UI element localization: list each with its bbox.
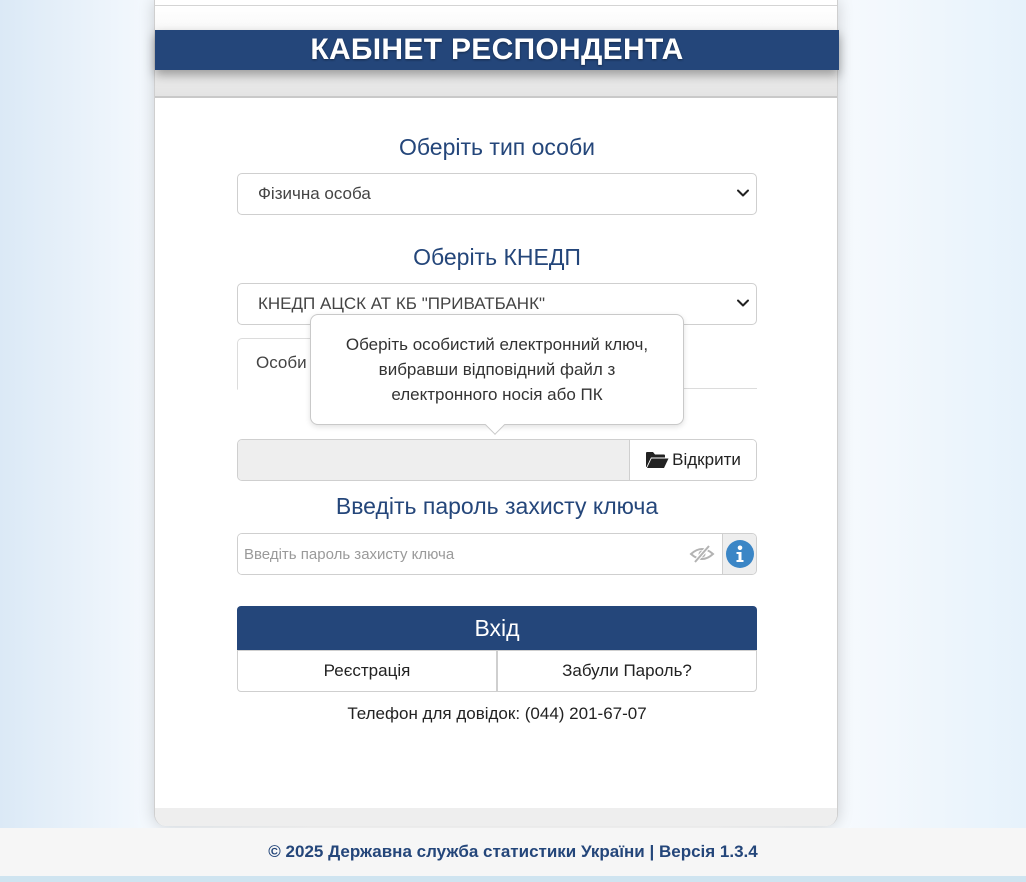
title-bar	[155, 30, 839, 70]
person-type-select[interactable]	[237, 173, 757, 215]
page-title: КАБІНЕТ РЕСПОНДЕНТА	[310, 33, 684, 66]
tab-personal-key-label: Особи	[256, 353, 307, 372]
key-hint-tooltip	[310, 314, 684, 425]
register-button[interactable]: Реєстрація	[237, 650, 497, 692]
top-divider	[155, 5, 837, 6]
chevron-down-icon	[736, 296, 750, 310]
footer	[0, 828, 1026, 876]
person-type-value: Фізична особа	[258, 184, 371, 203]
tooltip-text: Оберіть особистий електронний ключ, вибравши відповідний файл з електронного носія або ПК	[345, 335, 649, 404]
card-bottom-band	[155, 808, 837, 826]
key-file-input[interactable]	[238, 440, 630, 480]
key-file-group	[237, 439, 757, 481]
footer-strip	[0, 876, 1026, 882]
kep-value: КНЕДП АЦСК АТ КБ "ПРИВАТБАНК"	[258, 294, 546, 313]
password-info[interactable]	[722, 534, 756, 574]
login-button[interactable]: Вхід	[237, 606, 757, 650]
open-file-button[interactable]	[630, 440, 756, 480]
person-type-label: Оберіть тип особи	[399, 134, 595, 160]
login-card	[154, 0, 838, 826]
password-label: Введіть пароль захисту ключа	[335, 493, 659, 519]
password-input[interactable]	[238, 534, 682, 574]
footer-text: © 2025 Державна служба статистики України | Версія 1.3.4	[268, 842, 758, 861]
kep-label: Оберіть КНЕДП	[413, 244, 581, 270]
eye-slash-icon	[689, 544, 715, 564]
support-phone: Телефон для довідок: (044) 201-67-07	[347, 704, 647, 723]
toggle-password-visibility[interactable]	[682, 534, 722, 574]
password-group	[237, 533, 757, 575]
info-icon	[726, 540, 754, 568]
forgot-password-button[interactable]: Забули Пароль?	[497, 650, 757, 692]
open-file-label: Відкрити	[672, 450, 741, 469]
folder-open-icon	[645, 451, 669, 469]
chevron-down-icon	[736, 186, 750, 200]
tooltip-arrow	[485, 415, 505, 435]
